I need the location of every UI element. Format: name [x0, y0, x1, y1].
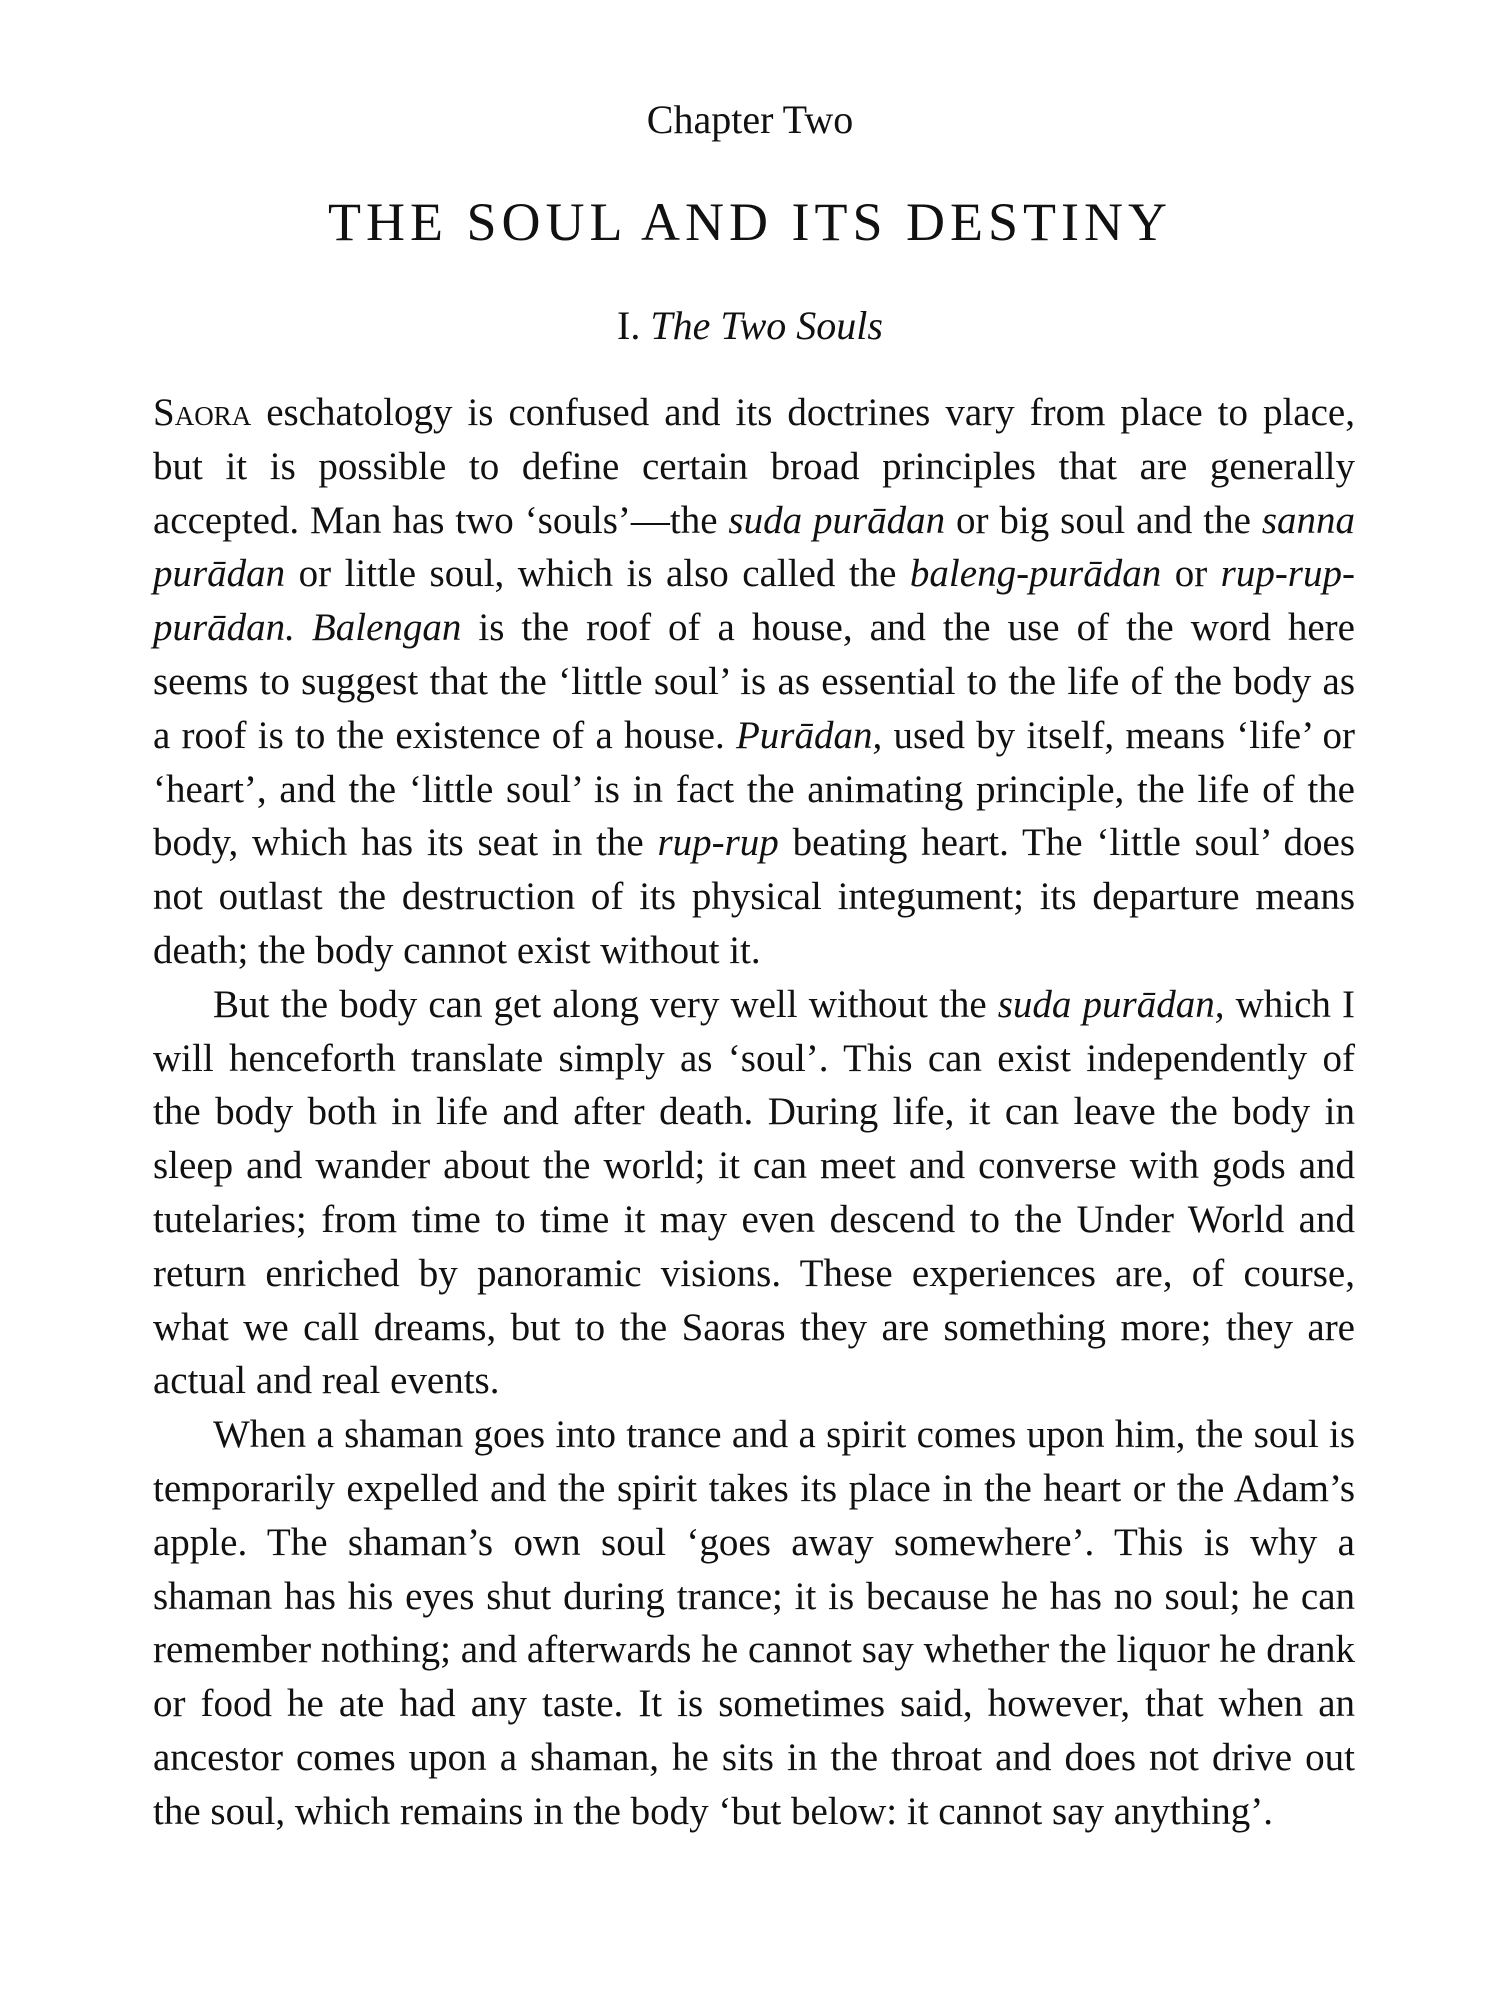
term: suda purādan,	[997, 982, 1225, 1026]
chapter-title: THE SOUL AND ITS DESTINY	[328, 192, 1172, 252]
term: baleng-purādan	[909, 552, 1162, 596]
text-run: or	[1161, 552, 1221, 596]
section-title: The Two Souls	[650, 303, 883, 348]
paragraph-3	[153, 1408, 1355, 1838]
section-number: I.	[617, 303, 641, 348]
term: rup-rup-purādan. Balengan	[153, 552, 1355, 650]
text-run: or little soul, which is also called the	[285, 552, 910, 596]
term: sanna purādan	[153, 498, 1356, 596]
section-heading	[0, 302, 1500, 350]
text-run: eschatology is confused and its doctrines vary from place to place, but it is possible to define certain broad principles that are generally accepted. Man has two ‘souls’—the	[153, 391, 1355, 542]
text-run: which I will henceforth translate simply as ‘soul’. This can exist independently of the body both in life and after death. During life, it can leave the body in sleep and wander about the world; it can meet and converse with gods and tutelaries; from time to time it may even descend to the Under World and return enriched by panoramic visions. These experiences are, of course, what we call dreams, but to the Saoras they are something more; they are actual and real events.	[153, 982, 1355, 1403]
paragraph-2	[153, 978, 1355, 1408]
text-run: When a shaman goes into trance and a spirit comes upon him, the soul is temporarily expelled and the spirit takes its place in the heart or the Adam’s apple. The shaman’s own soul ‘goes away somewhere’. This is why a shaman has his eyes shut during trance; it is because he has no soul; he can remember nothing; and afterwards he cannot say whether the liquor he drank or food he ate had any taste. It is sometimes said, however, that when an ancestor comes upon a shaman, he sits in the throat and does not drive out the soul, which remains in the body ‘but below: it cannot say anything’.	[153, 1413, 1355, 1833]
text-run: used by itself, means ‘life’ or ‘heart’, and the ‘little soul’ is in fact the animating principle, the life of the body, which has its seat in the	[153, 713, 1356, 865]
term: suda purādan	[728, 498, 946, 542]
text-run: is the roof of a house, and the use of the word here seems to suggest that the ‘little soul’ is as essential to the life of the body as a roof is to the existence of a house.	[153, 606, 1355, 757]
lead-word: Saora	[153, 391, 252, 434]
chapter-label: Chapter Two	[646, 97, 854, 142]
term: rup-rup	[657, 821, 779, 865]
text-run: But the body can get along very well without the	[213, 982, 998, 1026]
term: Purādan,	[735, 713, 883, 757]
text-run: beating heart. The ‘little soul’ does not outlast the destruction of its physical integument; its departure means death; the body cannot exist without it.	[153, 821, 1355, 972]
text-run: or big soul and the	[945, 498, 1262, 542]
paragraph-1	[153, 386, 1355, 978]
body-text	[153, 386, 1355, 1839]
